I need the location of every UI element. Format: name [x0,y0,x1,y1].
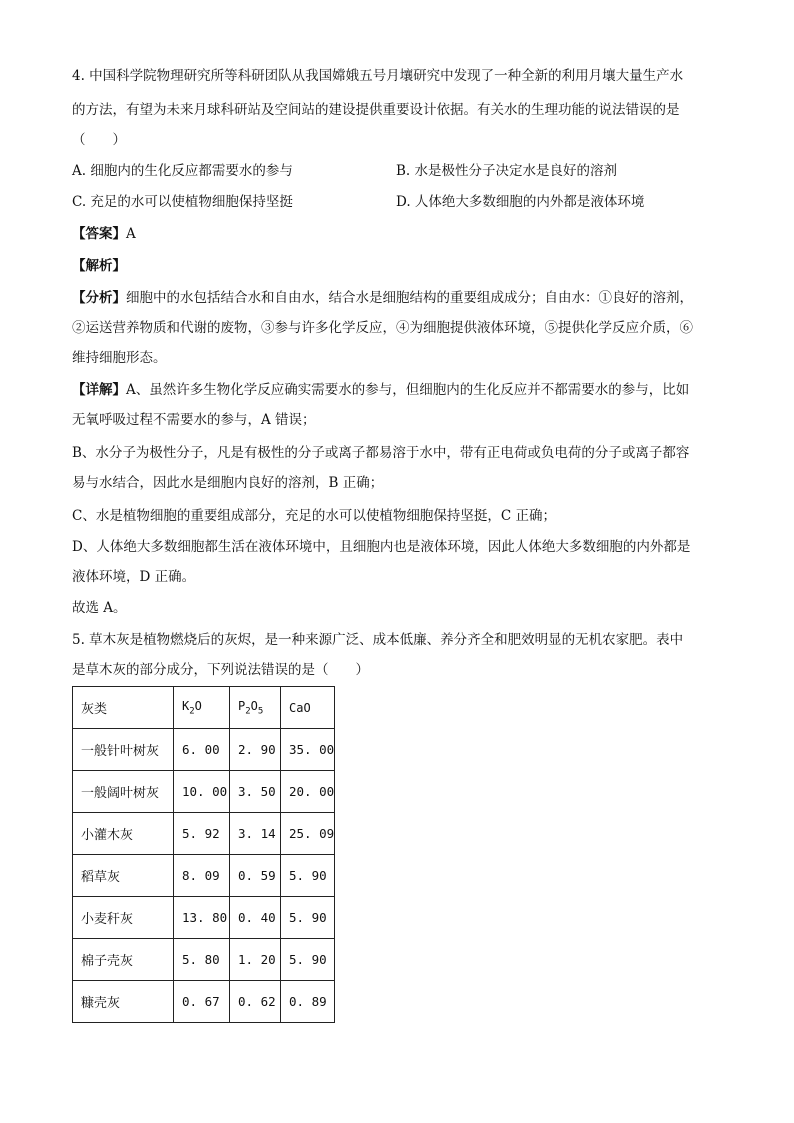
xiangjie-label: 【详解】 [72,382,126,398]
fenxi-line-3: 维持细胞形态。 [72,350,167,366]
answer-label: 【答案】 [72,226,126,242]
cell-p2o5: 1. 20 [230,939,281,981]
cell-cao: 20. 00 [281,771,335,813]
xiangjie-line-4: 易与水结合，因此水是细胞内良好的溶剂，B 正确； [72,475,384,491]
table-row [73,939,335,981]
cell-ash-type: 一般阔叶树灰 [73,771,174,813]
cell-p2o5: 0. 40 [230,897,281,939]
header-k2o: $K_2O$ [174,687,230,729]
xiangjie-line-1 [72,380,689,400]
cell-cao: 5. 90 [281,855,335,897]
q4-option-d: D. 人体绝大多数细胞的内外都是液体环境 [396,194,645,210]
xiangjie-line-5: C、水是植物细胞的重要组成部分，充足的水可以使植物细胞保持坚挺，C 正确； [72,508,556,524]
table-row [73,897,335,939]
q4-option-b: B. 水是极性分子决定水是良好的溶剂 [396,163,618,179]
cell-ash-type: 一般针叶树灰 [73,729,174,771]
fenxi-line-1 [72,288,693,308]
table-row [73,981,335,1023]
header-ash-type: 灰类 [73,687,174,729]
table-row [73,855,335,897]
cell-ash-type: 棉子壳灰 [73,939,174,981]
header-p2o5: $P_2O_5$ [230,687,281,729]
analysis-label: 【解析】 [72,258,126,274]
table-row [73,813,335,855]
cell-k2o: 5. 92 [174,813,230,855]
cell-cao: 5. 90 [281,939,335,981]
table-row [73,771,335,813]
cell-cao: 0. 89 [281,981,335,1023]
ash-composition-table [72,686,335,1023]
xiangjie-text-1: A、虽然许多生物化学反应确实需要水的参与，但细胞内的生化反应并不都需要水的参与，比如 [126,382,690,398]
cell-ash-type: 稻草灰 [73,855,174,897]
cell-cao: 35. 00 [281,729,335,771]
q4-stem-line-2: 的方法，有望为未来月球科研站及空间站的建设提供重要设计依据。有关水的生理功能的说法错误的是 [72,102,680,118]
conclusion: 故选 A。 [72,600,127,616]
q4-answer [72,224,136,244]
cell-p2o5: 0. 59 [230,855,281,897]
q5-stem-line-1: 5. 草木灰是植物燃烧后的灰烬，是一种来源广泛、成本低廉、养分齐全和肥效明显的无机农家肥。表中 [72,632,684,648]
cell-cao: 25. 09 [281,813,335,855]
xiangjie-line-2: 无氧呼吸过程不需要水的参与，A 错误； [72,412,316,428]
cell-k2o: 0. 67 [174,981,230,1023]
table-header-row [73,687,335,729]
fenxi-text-1: 细胞中的水包括结合水和自由水，结合水是细胞结构的重要组成成分；自由水：①良好的溶剂， [126,290,693,306]
cell-k2o: 6. 00 [174,729,230,771]
cell-k2o: 5. 80 [174,939,230,981]
cell-cao: 5. 90 [281,897,335,939]
cell-p2o5: 0. 62 [230,981,281,1023]
q4-stem-blank: （ ） [72,132,126,148]
cell-p2o5: 2. 90 [230,729,281,771]
cell-k2o: 13. 80 [174,897,230,939]
cell-p2o5: 3. 50 [230,771,281,813]
q5-stem-line-2: 是草木灰的部分成分，下列说法错误的是（ ） [72,662,369,678]
cell-k2o: 10. 00 [174,771,230,813]
xiangjie-line-3: B、水分子为极性分子，凡是有极性的分子或离子都易溶于水中，带有正电荷或负电荷的分子或离子都容 [72,445,690,461]
cell-p2o5: 3. 14 [230,813,281,855]
q4-option-a: A. 细胞内的生化反应都需要水的参与 [72,163,293,179]
cell-k2o: 8. 09 [174,855,230,897]
header-cao: CaO [281,687,335,729]
cell-ash-type: 小灌木灰 [73,813,174,855]
fenxi-line-2: ②运送营养物质和代谢的废物，③参与许多化学反应，④为细胞提供液体环境，⑤提供化学反应介质，⑥ [72,320,693,336]
xiangjie-line-6: D、人体绝大多数细胞都生活在液体环境中，且细胞内也是液体环境，因此人体绝大多数细胞的内外都是 [72,539,691,555]
cell-ash-type: 糠壳灰 [73,981,174,1023]
cell-ash-type: 小麦秆灰 [73,897,174,939]
q4-option-c: C. 充足的水可以使植物细胞保持坚挺 [72,194,293,210]
q4-stem-line-1: 4. 中国科学院物理研究所等科研团队从我国嫦娥五号月壤研究中发现了一种全新的利用月壤大量生产水 [72,68,684,84]
table-row [73,729,335,771]
xiangjie-line-7: 液体环境，D 正确。 [72,569,196,585]
answer-value: A [126,226,136,242]
fenxi-label: 【分析】 [72,290,126,306]
